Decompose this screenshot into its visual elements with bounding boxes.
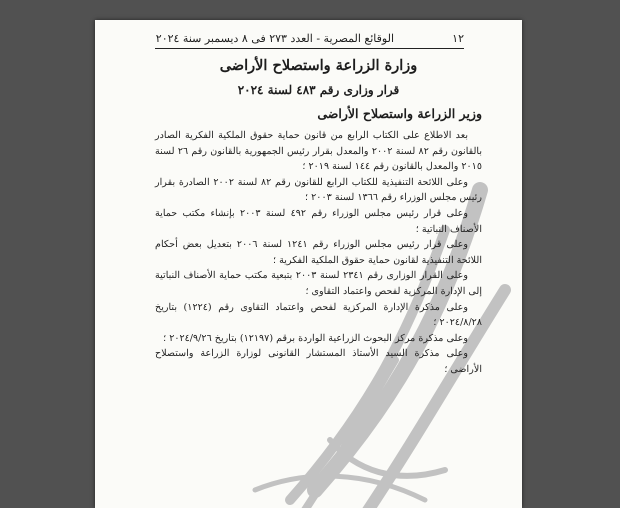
- paragraph: وعلى مذكرة مركز البحوث الزراعية الواردة برقم (١٢١٩٧) بتاريخ ٢٠٢٤/٩/٢٦ ؛: [163, 332, 468, 344]
- paragraph: وعلى القرار الوزارى رقم ٢٣٤١ لسنة ٢٠٠٣ بتبعية مكتب حماية الأصناف النباتية إلى الإدارة المركزية لفحص واعتماد التقاوى ؛: [155, 270, 482, 297]
- issue-line: الوقائع المصرية - العدد ٢٧٣ فى ٨ ديسمبر سنة ٢٠٢٤: [155, 32, 394, 45]
- minister-title: وزير الزراعة واستصلاح الأراضى: [317, 106, 482, 121]
- paragraph: وعلى قرار رئيس مجلس الوزراء رقم ١٢٤١ لسنة ٢٠٠٦ بتعديل بعض أحكام اللائحة التنفيذية لقانون حماية حقوق الملكية الفكرية ؛: [155, 239, 482, 266]
- ministry-title: وزارة الزراعة واستصلاح الأراضى: [219, 57, 418, 74]
- paragraph: وعلى مذكرة الإدارة المركزية لفحص واعتماد التقاوى رقم (١٢٢٤) بتاريخ ٢٠٢٤/٨/٢٨ ؛: [155, 301, 482, 329]
- decree-title: قرار وزارى رقم ٤٨٣ لسنة ٢٠٢٤: [237, 83, 400, 97]
- page-number: ١٢: [452, 32, 464, 45]
- running-header: [155, 32, 464, 49]
- paragraph: وعلى اللائحة التنفيذية للكتاب الرابع للقانون رقم ٨٢ لسنة ٢٠٠٢ الصادرة بقرار رئيس مجلس الوزراء رقم ١٣٦٦ لسنة ٢٠٠٣ ؛: [155, 176, 482, 204]
- paragraph: وعلى مذكرة السيد الأستاذ المستشار القانونى لوزارة الزراعة واستصلاح الأراضى ؛: [155, 348, 482, 375]
- document-content: [155, 56, 482, 378]
- document-page: [95, 20, 522, 508]
- paragraph: بعد الاطلاع على الكتاب الرابع من قانون حماية حقوق الملكية الفكرية الصادر بالقانون رقم ٨٢ لسنة ٢٠٠٢ والمعدل بقرار رئيس الجمهورية بالقانون رقم ٢٦ لسنة ٢٠١٥ والمعدل بالقانون رقم ١٤٤ لسنة ٢٠١٩ ؛: [155, 130, 483, 173]
- paragraph: وعلى قرار رئيس مجلس الوزراء رقم ٤٩٢ لسنة ٢٠٠٣ بإنشاء مكتب حماية الأصناف النباتية ؛: [155, 207, 482, 235]
